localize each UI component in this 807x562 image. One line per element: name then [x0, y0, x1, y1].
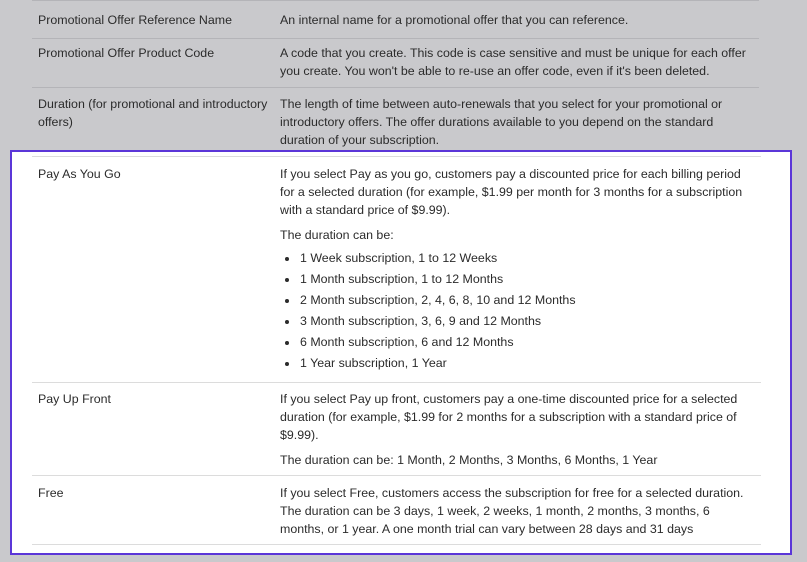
list-item: 2 Month subscription, 2, 4, 6, 8, 10 and 12 Months — [280, 290, 756, 311]
list-item: 1 Month subscription, 1 to 12 Months — [280, 269, 756, 290]
pay-up-front-description: If you select Pay up front, customers pay a one-time discounted price for a selected duration (for example, $1.99 for 2 months for a subscription with a standard price of $9.99). — [280, 392, 738, 442]
list-item: 6 Month subscription, 6 and 12 Months — [280, 332, 756, 353]
duration-list — [280, 248, 756, 374]
row-description: A code that you create. This code is case sensitive and must be unique for each offer you create. You won't be able to re-use an offer code, even if it's been deleted. — [280, 46, 746, 78]
row-description — [280, 390, 756, 469]
list-item: 1 Week subscription, 1 to 12 Weeks — [280, 248, 756, 269]
row-label: Free — [38, 486, 64, 500]
list-item: 3 Month subscription, 3, 6, 9 and 12 Months — [280, 311, 756, 332]
row-label: Promotional Offer Product Code — [38, 46, 215, 60]
row-label: Pay As You Go — [38, 167, 121, 181]
highlighted-section — [10, 150, 792, 555]
table-row-free — [32, 476, 761, 545]
row-description: If you select Free, customers access the subscription for free for a selected duration. The duration can be 3 days, 1 week, 2 weeks, 1 month, 2 months, 3 months, 6 months, or 1 year. A one month trial can vary between 28 days and 31 days — [280, 486, 744, 536]
table-row-pay-as-you-go — [32, 156, 761, 383]
pay-as-you-go-description: If you select Pay as you go, customers pay a discounted price for each billing period for a selected duration (for example, $1.99 per month for 3 months for a subscription with a standard price of $9.99). — [280, 167, 743, 217]
row-description: An internal name for a promotional offer that you can reference. — [280, 13, 629, 27]
table-row — [32, 88, 759, 150]
duration-intro: The duration can be: — [280, 228, 394, 242]
table-row-pay-up-front — [32, 382, 761, 476]
table-row — [32, 0, 759, 39]
pay-up-front-duration: The duration can be: 1 Month, 2 Months, 3 Months, 6 Months, 1 Year — [280, 453, 658, 467]
row-description — [280, 165, 756, 374]
row-label: Duration (for promotional and introductory offers) — [38, 97, 268, 129]
row-label: Promotional Offer Reference Name — [38, 13, 232, 27]
row-label: Pay Up Front — [38, 392, 111, 406]
row-description: The length of time between auto-renewals that you select for your promotional or introductory offers. The offer durations available to you depend on the standard duration of your subscription. — [280, 97, 723, 147]
list-item: 1 Year subscription, 1 Year — [280, 353, 756, 374]
table-row — [32, 37, 759, 88]
